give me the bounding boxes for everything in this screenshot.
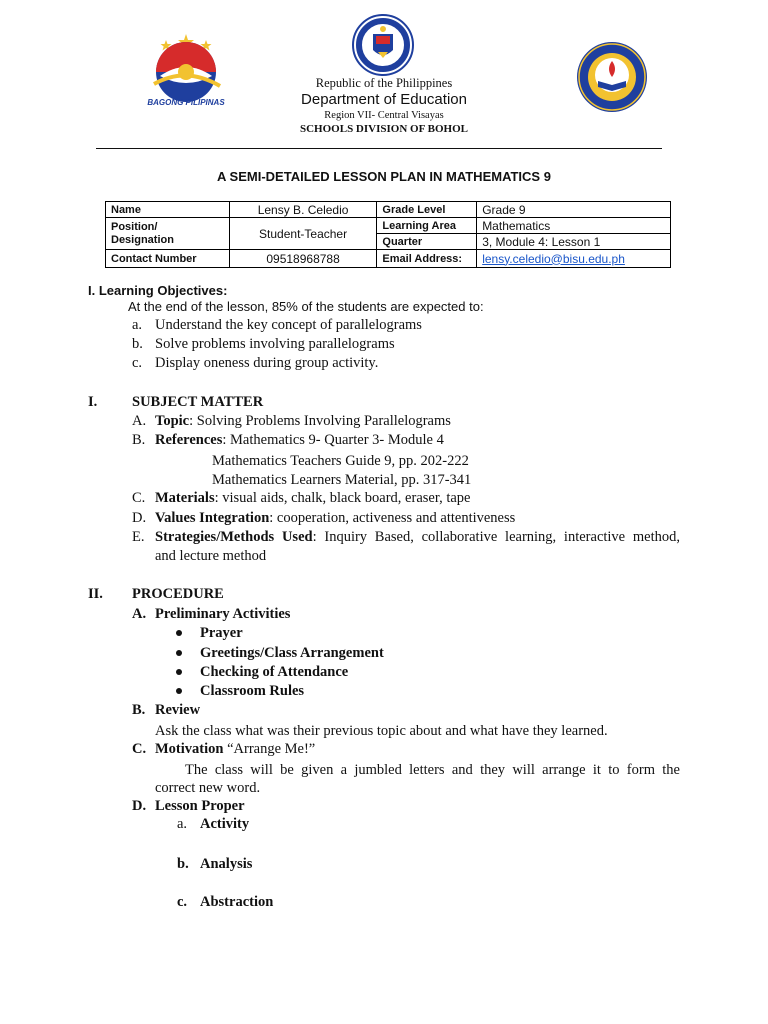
preliminary-marker: A. bbox=[132, 606, 147, 622]
position-label-line1: Position/ bbox=[111, 220, 158, 233]
region-line: Region VII- Central Visayas bbox=[324, 110, 444, 121]
objective-marker: c. bbox=[132, 355, 143, 371]
motivation-line bbox=[155, 740, 315, 758]
deped-seal bbox=[352, 14, 414, 76]
materials-line bbox=[155, 489, 470, 507]
name-value: Lensy B. Celedio bbox=[229, 202, 377, 218]
lesson-item-marker: b. bbox=[177, 856, 189, 872]
strategies-line bbox=[155, 528, 680, 546]
objective-text: Display oneness during group activity. bbox=[155, 355, 379, 371]
references-line bbox=[155, 431, 444, 449]
lesson-proper-marker: D. bbox=[132, 798, 147, 814]
logo-caption: BAGONG PILIPINAS bbox=[147, 98, 225, 107]
strategies-label: Strategies/Methods Used bbox=[155, 529, 313, 545]
objective-text: Solve problems involving parallelograms bbox=[155, 336, 395, 352]
objectives-intro: At the end of the lesson, 85% of the students are expected to: bbox=[128, 299, 484, 314]
values-marker: D. bbox=[132, 510, 147, 526]
lesson-item-marker: a. bbox=[177, 816, 188, 832]
preliminary-item: Checking of Attendance bbox=[200, 664, 349, 680]
strategies-continuation: and lecture method bbox=[155, 548, 267, 564]
subject-heading: SUBJECT MATTER bbox=[132, 394, 264, 410]
references-marker: B. bbox=[132, 432, 146, 448]
lesson-item-abstraction: Abstraction bbox=[200, 894, 274, 910]
table-row bbox=[106, 250, 671, 268]
references-label: References bbox=[155, 432, 223, 448]
lesson-proper-label: Lesson Proper bbox=[155, 798, 245, 814]
republic-line: Republic of the Philippines bbox=[315, 76, 453, 90]
bullet-icon bbox=[176, 688, 182, 694]
position-label-line2: Designation bbox=[111, 233, 174, 246]
bullet-icon bbox=[176, 669, 182, 675]
values-value: : cooperation, activeness and attentiveness bbox=[269, 510, 516, 526]
table-row bbox=[106, 202, 671, 218]
objective-marker: a. bbox=[132, 317, 143, 333]
subject-numeral: I. bbox=[88, 394, 98, 410]
values-line bbox=[155, 509, 515, 527]
department-line: Department of Education bbox=[301, 91, 467, 108]
lesson-item-marker: c. bbox=[177, 894, 188, 910]
topic-marker: A. bbox=[132, 413, 147, 429]
email-link[interactable]: lensy.celedio@bisu.edu.ph bbox=[482, 251, 625, 266]
objective-text: Understand the key concept of parallelograms bbox=[155, 317, 422, 333]
teacher-info-table bbox=[105, 201, 671, 268]
objectives-heading: I. Learning Objectives: bbox=[88, 283, 228, 298]
topic-label: Topic bbox=[155, 413, 190, 429]
objective-marker: b. bbox=[132, 336, 143, 352]
topic-value: : Solving Problems Involving Parallelograms bbox=[189, 413, 451, 429]
motivation-text: The class will be given a jumbled letters and they will arrange it to form the bbox=[185, 762, 680, 778]
bullet-icon bbox=[176, 650, 182, 656]
review-label: Review bbox=[155, 702, 201, 718]
reference-item: Mathematics Learners Material, pp. 317-341 bbox=[212, 472, 472, 488]
lesson-item-analysis: Analysis bbox=[200, 856, 253, 872]
email-label: Email Address: bbox=[377, 250, 477, 268]
grade-level-label: Grade Level bbox=[377, 202, 477, 218]
reference-item: Mathematics Teachers Guide 9, pp. 202-222 bbox=[212, 453, 469, 469]
references-value: : Mathematics 9- Quarter 3- Module 4 bbox=[222, 432, 444, 448]
preliminary-item: Classroom Rules bbox=[200, 683, 305, 699]
review-marker: B. bbox=[132, 702, 146, 718]
strategies-marker: E. bbox=[132, 529, 145, 545]
materials-label: Materials bbox=[155, 490, 215, 506]
motivation-marker: C. bbox=[132, 741, 147, 757]
motivation-text-continuation: correct new word. bbox=[155, 780, 261, 796]
procedure-numeral: II. bbox=[88, 586, 103, 602]
materials-value: : visual aids, chalk, black board, eraser, tape bbox=[214, 490, 471, 506]
review-text: Ask the class what was their previous topic about and what have they learned. bbox=[155, 723, 608, 739]
position-value: Student-Teacher bbox=[229, 218, 377, 250]
procedure-heading: PROCEDURE bbox=[132, 586, 224, 602]
strategies-value: : Inquiry Based, collaborative learning, interactive method, bbox=[312, 529, 680, 545]
quarter-label: Quarter bbox=[377, 234, 477, 250]
preliminary-label: Preliminary Activities bbox=[155, 606, 291, 622]
grade-level-value: Grade 9 bbox=[477, 202, 671, 218]
preliminary-item: Greetings/Class Arrangement bbox=[200, 645, 384, 661]
motivation-title: “Arrange Me!” bbox=[223, 741, 316, 757]
document-title: A SEMI-DETAILED LESSON PLAN IN MATHEMATICS 9 bbox=[217, 169, 551, 184]
quarter-value: 3, Module 4: Lesson 1 bbox=[477, 234, 671, 250]
preliminary-item: Prayer bbox=[200, 625, 243, 641]
division-line: SCHOOLS DIVISION OF BOHOL bbox=[300, 123, 468, 135]
table-row bbox=[106, 218, 671, 234]
deped-seal-icon bbox=[352, 14, 414, 76]
bullet-icon bbox=[176, 630, 182, 636]
learning-area-label: Learning Area bbox=[377, 218, 477, 234]
learning-area-value: Mathematics bbox=[477, 218, 671, 234]
lesson-item-activity: Activity bbox=[200, 816, 250, 832]
contact-label: Contact Number bbox=[106, 250, 230, 268]
header-divider bbox=[96, 148, 662, 149]
position-label bbox=[106, 218, 230, 250]
contact-value: 09518968788 bbox=[229, 250, 377, 268]
email-cell bbox=[477, 250, 671, 268]
topic-line bbox=[155, 412, 451, 430]
name-label: Name bbox=[106, 202, 230, 218]
materials-marker: C. bbox=[132, 490, 146, 506]
motivation-label: Motivation bbox=[155, 741, 224, 757]
values-label: Values Integration bbox=[155, 510, 270, 526]
